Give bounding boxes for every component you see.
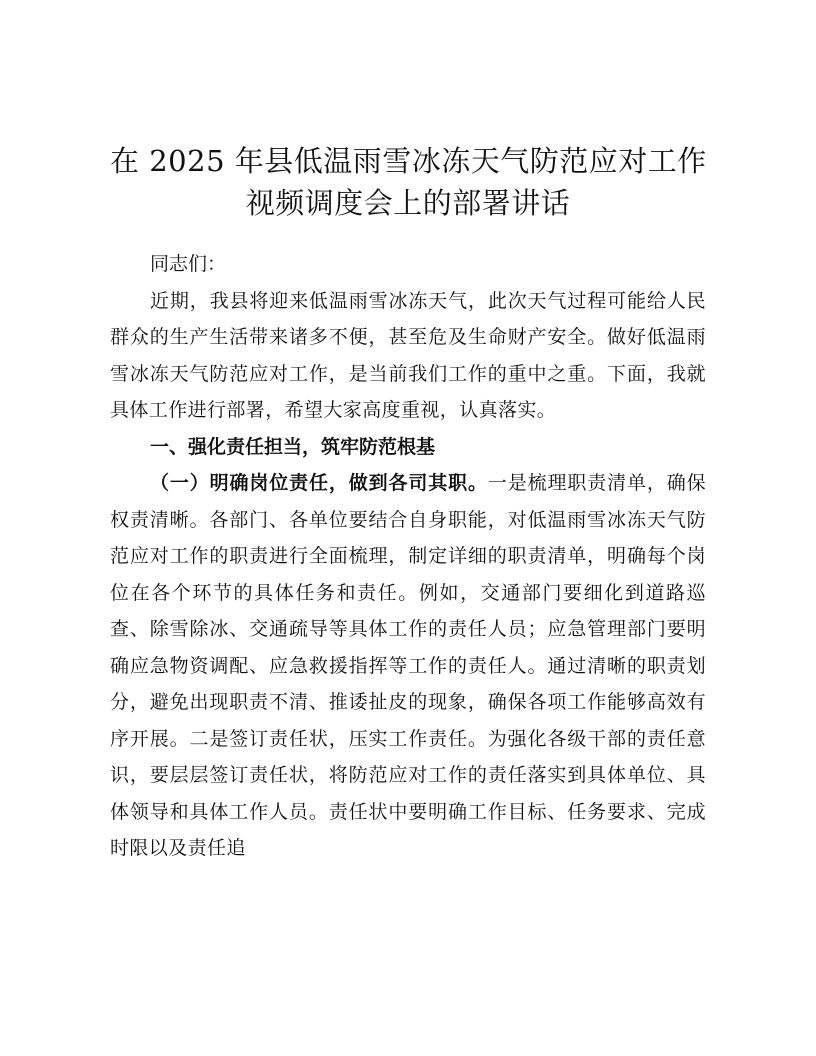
- salutation: 同志们：: [150, 253, 227, 275]
- subsection-1-paragraph: [110, 465, 706, 867]
- title-line-2: 视频调度会上的部署讲话: [245, 186, 571, 220]
- document-title: [110, 140, 706, 224]
- section-1-heading: 一、强化责任担当，筑牢防范根基: [150, 435, 436, 458]
- subsection-1-heading: （一）明确岗位责任，做到各司其职。: [150, 472, 488, 494]
- intro-paragraph: 近期，我县将迎来低温雨雪冰冻天气，此次天气过程可能给人民群众的生产生活带来诸多不便，甚至危及生命财产安全。做好低温雨雪冰冻天气防范应对工作，是当前我们工作的重中之重。下面，我就具体工作进行部署，希望大家高度重视，认真落实。: [110, 289, 706, 421]
- subsection-1-body: 一是梳理职责清单，确保权责清晰。各部门、各单位要结合自身职能，对低温雨雪冰冻天气防范应对工作的职责进行全面梳理，制定详细的职责清单，明确每个岗位在各个环节的具体任务和责任。例如，交通部门要细化到道路巡查、除雪除冰、交通疏导等具体工作的责任人员；应急管理部门要明确应急物资调配、应急救援指挥等工作的责任人。通过清晰的职责划分，避免出现职责不清、推诿扯皮的现象，确保各项工作能够高效有序开展。二是签订责任状，压实工作责任。为强化各级干部的责任意识，要层层签订责任状，将防范应对工作的责任落实到具体单位、具体领导和具体工作人员。责任状中要明确工作目标、任务要求、完成时限以及责任追: [110, 472, 706, 859]
- document-page: [110, 140, 706, 867]
- title-line-1: 在 2025 年县低温雨雪冰冻天气防范应对工作: [110, 144, 707, 178]
